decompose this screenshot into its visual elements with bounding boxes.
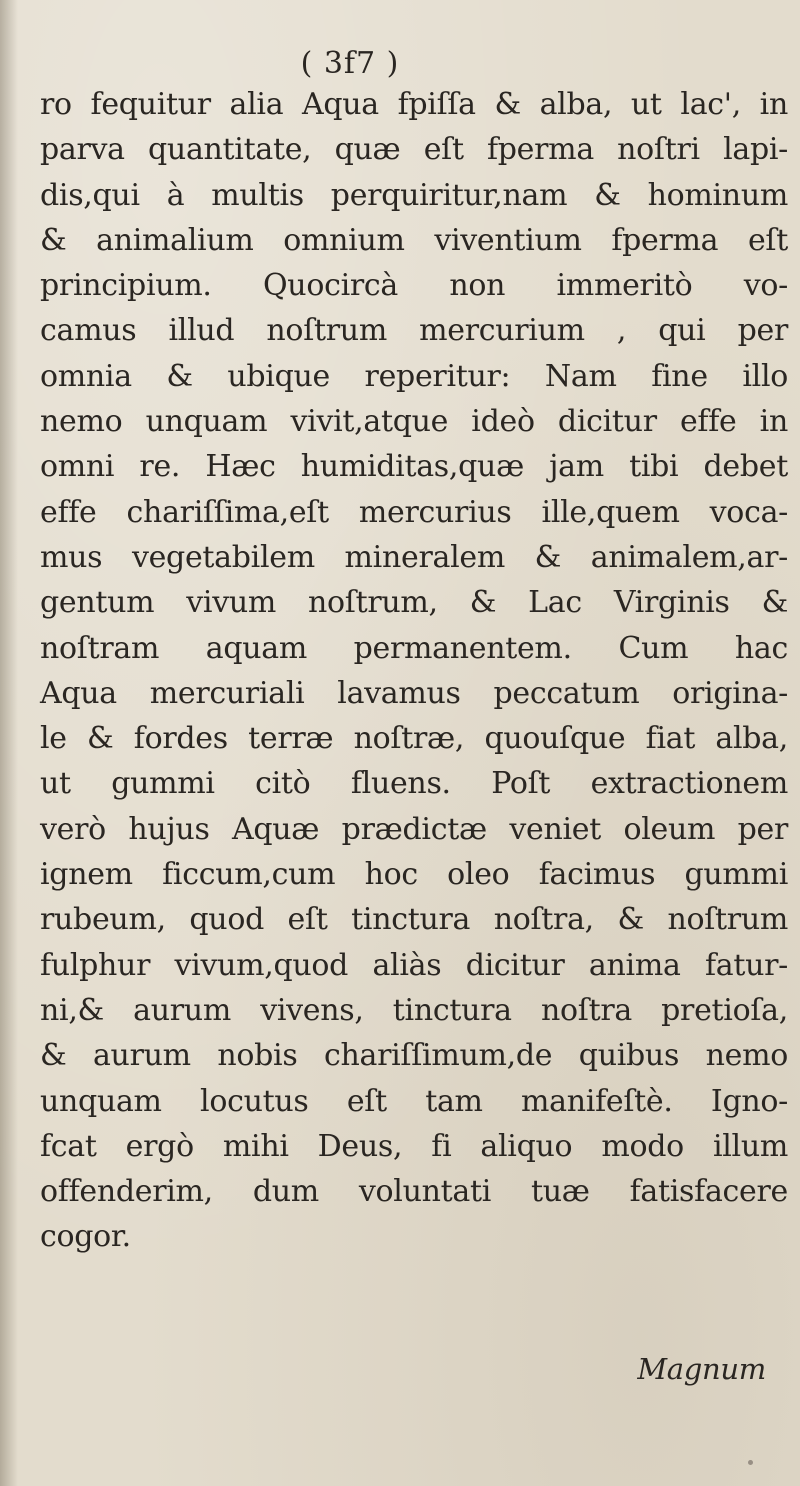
text-line: offenderim, dum voluntati tuæ fatisfacere bbox=[40, 1174, 788, 1210]
text-line: rubeum, quod eſt tinctura noſtra, & noſtrum bbox=[40, 902, 788, 938]
page-number: ( 3f7 ) bbox=[300, 46, 400, 81]
text-line: ni,& aurum vivens, tinctura noſtra pretioſa, bbox=[40, 992, 788, 1028]
text-line: ro fequitur alia Aqua fpiſſa & alba, ut lac', in bbox=[40, 87, 788, 122]
text-line: principium. Quocircà non immeritò vo- bbox=[40, 268, 788, 304]
spine-shadow bbox=[0, 0, 18, 1486]
text-line: camus illud noſtrum mercurium , qui per bbox=[40, 313, 788, 349]
text-line: noſtram aquam permanentem. Cum hac bbox=[40, 630, 788, 666]
text-line: nemo unquam vivit,atque ideò dicitur effe in bbox=[40, 404, 788, 440]
paper-speck bbox=[748, 1460, 753, 1465]
text-line: & aurum nobis chariſſimum,de quibus nemo bbox=[40, 1038, 788, 1074]
text-line: verò hujus Aquæ prædictæ veniet oleum per bbox=[40, 811, 788, 847]
text-line: cogor. bbox=[40, 1219, 131, 1255]
text-line: parva quantitate, quæ eſt fperma noſtri lapi- bbox=[40, 132, 788, 168]
text-line: dis,qui à multis perquiritur,nam & hominum bbox=[40, 177, 788, 213]
text-line: fcat ergò mihi Deus, fi aliquo modo illum bbox=[40, 1128, 788, 1164]
text-line: Aqua mercuriali lavamus peccatum origina- bbox=[40, 675, 788, 711]
text-line: effe chariſſima,eſt mercurius ille,quem voca- bbox=[40, 494, 788, 530]
text-line: gentum vivum noſtrum, & Lac Virginis & bbox=[40, 585, 788, 621]
text-line: omni re. Hæc humiditas,quæ jam tibi debet bbox=[40, 449, 788, 485]
text-line: unquam locutus eſt tam manifeſtè. Igno- bbox=[40, 1083, 788, 1119]
text-line: le & fordes terræ noſtræ, quouſque fiat alba, bbox=[40, 721, 788, 757]
text-line: ut gummi citò fluens. Poſt extractionem bbox=[40, 766, 788, 802]
text-line: mus vegetabilem mineralem & animalem,ar- bbox=[40, 539, 788, 575]
text-line: ignem ficcum,cum hoc oleo facimus gummi bbox=[40, 857, 788, 893]
text-line: fulphur vivum,quod aliàs dicitur anima fatur- bbox=[40, 947, 788, 983]
text-line: & animalium omnium viventium fperma eſt bbox=[40, 222, 788, 258]
text-block bbox=[40, 82, 788, 1260]
text-line: omnia & ubique reperitur: Nam fine illo bbox=[40, 358, 788, 394]
catchword: Magnum bbox=[637, 1352, 766, 1386]
